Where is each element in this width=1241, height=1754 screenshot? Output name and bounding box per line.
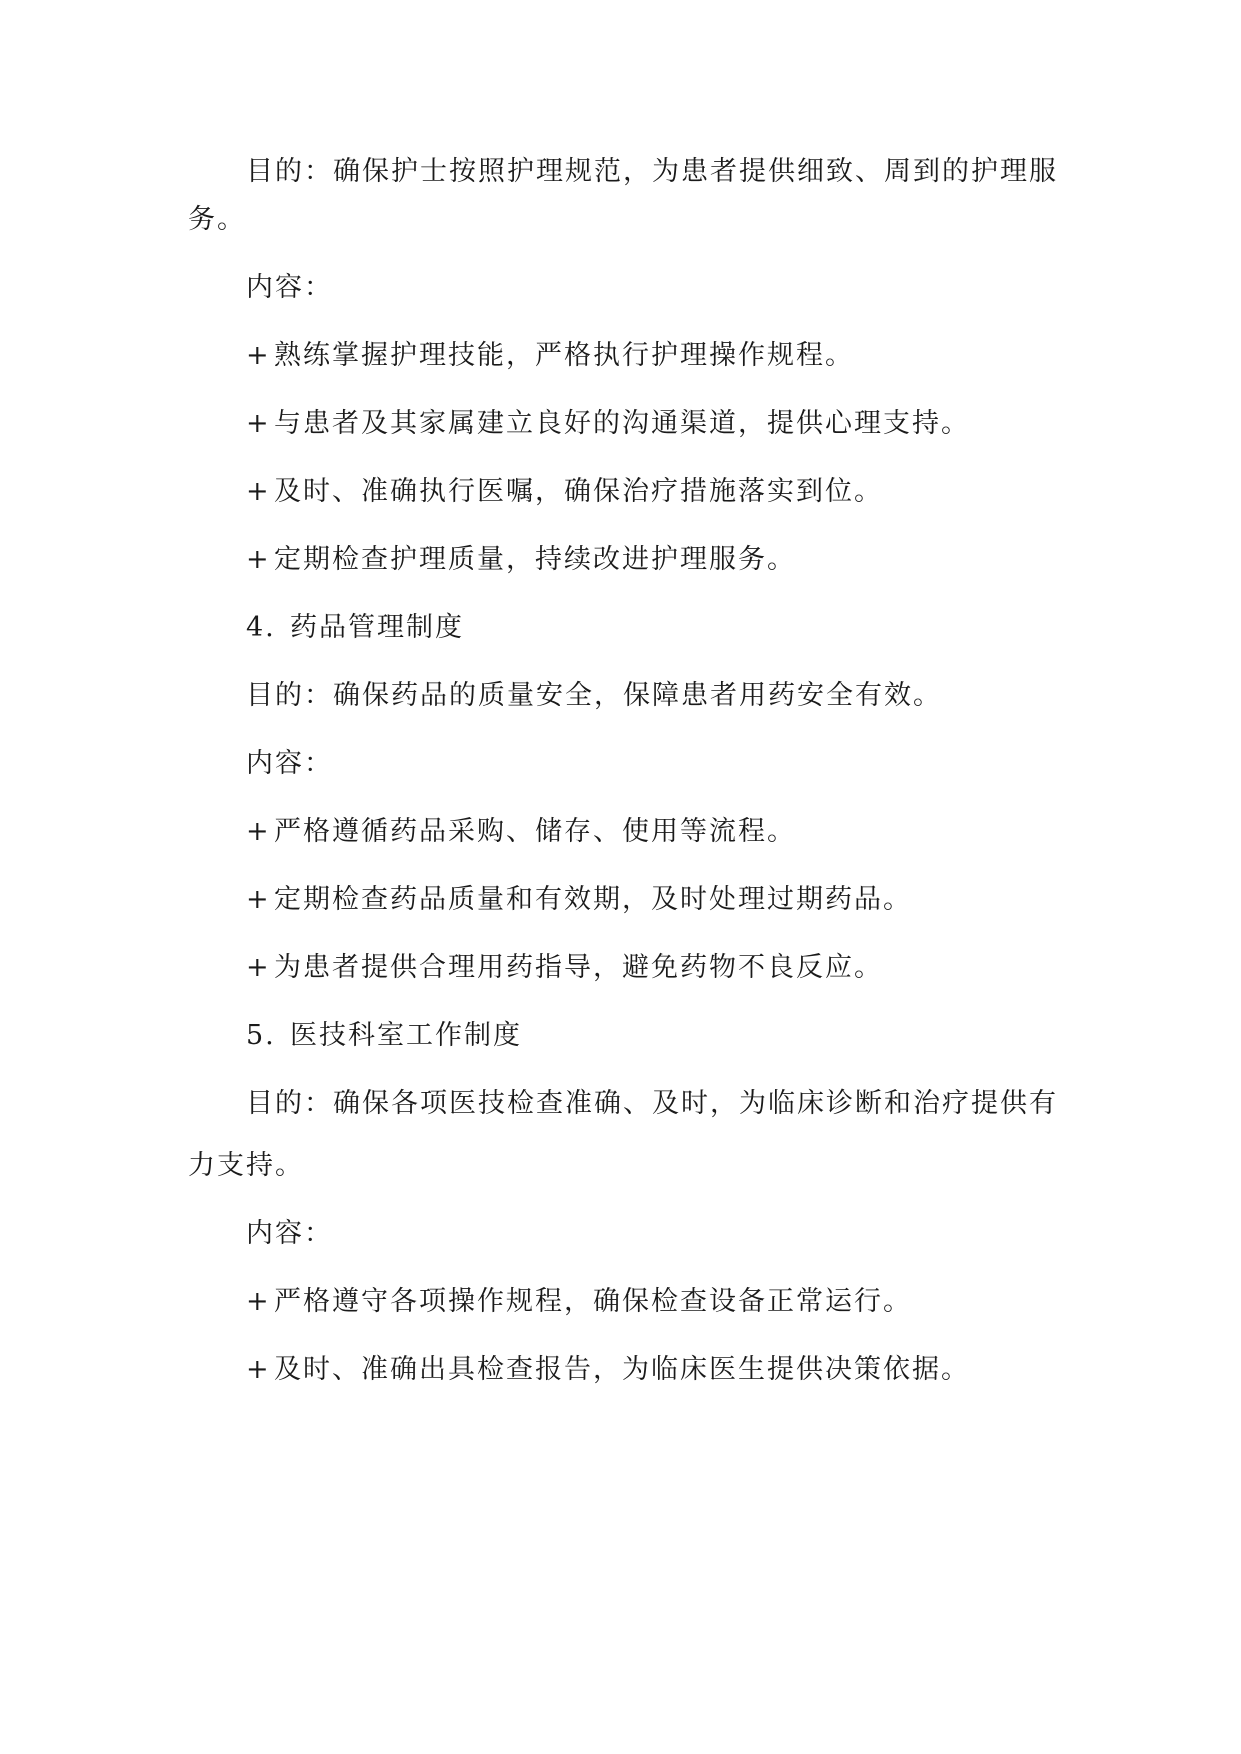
bullet-marker: + xyxy=(246,884,271,915)
section-purpose-line-2: 力支持。 xyxy=(188,1150,304,1181)
bullet-marker: + xyxy=(246,1286,271,1317)
list-item xyxy=(0,404,1241,444)
section-heading xyxy=(0,1016,1241,1056)
content-label: 内容： xyxy=(246,748,333,779)
bullet-marker: + xyxy=(246,816,271,847)
list-item-text: 熟练掌握护理技能，严格执行护理操作规程。 xyxy=(274,340,854,371)
list-item-text: 严格遵循药品采购、储存、使用等流程。 xyxy=(274,816,796,847)
list-item xyxy=(0,812,1241,852)
bullet-marker: + xyxy=(246,476,271,507)
list-item xyxy=(0,880,1241,920)
list-item-text: 定期检查药品质量和有效期，及时处理过期药品。 xyxy=(274,884,912,915)
list-item-text: 及时、准确执行医嘱，确保治疗措施落实到位。 xyxy=(274,476,883,507)
content-label: 内容： xyxy=(246,272,333,303)
list-item-text: 与患者及其家属建立良好的沟通渠道，提供心理支持。 xyxy=(274,408,970,439)
list-item xyxy=(0,540,1241,580)
section-title: 医技科室工作制度 xyxy=(290,1020,522,1051)
list-item-text: 定期检查护理质量，持续改进护理服务。 xyxy=(274,544,796,575)
section-heading xyxy=(0,608,1241,648)
list-item xyxy=(0,948,1241,988)
bullet-marker: + xyxy=(246,340,271,371)
section-title: 药品管理制度 xyxy=(290,612,464,643)
purpose-paragraph-line-2: 务。 xyxy=(188,204,246,235)
section-purpose-line-1: 目的：确保各项医技检查准确、及时，为临床诊断和治疗提供有 xyxy=(246,1088,1058,1119)
list-item xyxy=(0,472,1241,512)
list-item xyxy=(0,1350,1241,1390)
bullet-marker: + xyxy=(246,408,271,439)
section-number: 5. xyxy=(246,1020,276,1051)
list-item-text: 为患者提供合理用药指导，避免药物不良反应。 xyxy=(274,952,883,983)
list-item xyxy=(0,1282,1241,1322)
content-label: 内容： xyxy=(246,1218,333,1249)
section-purpose: 目的：确保药品的质量安全，保障患者用药安全有效。 xyxy=(246,680,942,711)
list-item-text: 及时、准确出具检查报告，为临床医生提供决策依据。 xyxy=(274,1354,970,1385)
bullet-marker: + xyxy=(246,952,271,983)
purpose-paragraph-line-1: 目的：确保护士按照护理规范，为患者提供细致、周到的护理服 xyxy=(246,156,1058,187)
bullet-marker: + xyxy=(246,544,271,575)
list-item-text: 严格遵守各项操作规程，确保检查设备正常运行。 xyxy=(274,1286,912,1317)
list-item xyxy=(0,336,1241,376)
section-number: 4. xyxy=(246,612,276,643)
bullet-marker: + xyxy=(246,1354,271,1385)
